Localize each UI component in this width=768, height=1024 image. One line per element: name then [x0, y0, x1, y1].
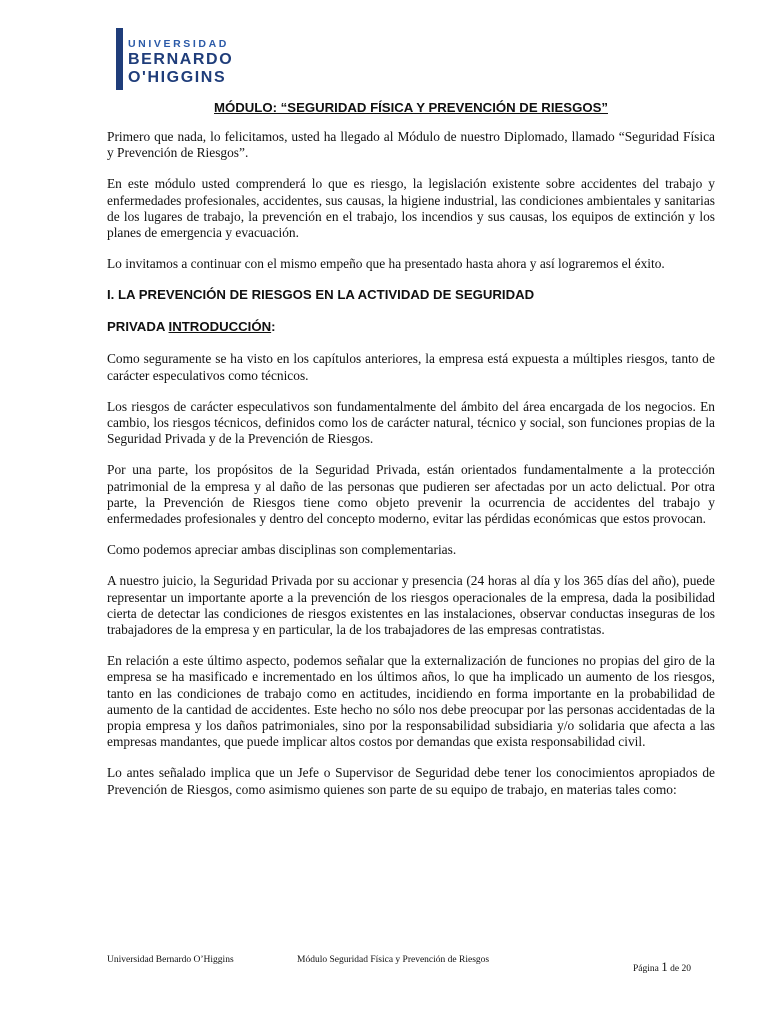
module-title: MÓDULO: “SEGURIDAD FÍSICA Y PREVENCIÓN DE RIESGOS”: [214, 100, 608, 115]
document-body: [107, 100, 715, 813]
logo-line-1: UNIVERSIDAD: [128, 38, 229, 50]
page-footer: [107, 955, 707, 975]
subheading: [107, 319, 715, 334]
logo-bar: [116, 28, 123, 90]
university-logo: [116, 28, 246, 90]
body-paragraph-6: En relación a este último aspecto, podemos señalar que la externalización de funciones no propias del giro de la empresa se ha masificado e incrementado en los últimos años, lo que ha implicado un aumento de los riesgos, tanto en las condiciones de trabajo como en actitudes, incidiendo en forma importante en la probabilidad de aumento de la cantidad de accidentes. Este hecho no sólo nos debe preocupar por las personas accidentadas de la propia empresa y los daños patrimoniales, sino por la responsabilidad subsidiaria y/o solidaria que afecta a las empresas mandantes, que puede implicar altos costos por demandas que exista responsabilidad civil.: [107, 653, 715, 750]
footer-module: Módulo Seguridad Física y Prevención de Riesgos: [297, 955, 490, 965]
subheading-suffix: :: [271, 319, 276, 335]
logo-line-2: BERNARDO: [128, 51, 234, 68]
footer-page-total: de 20: [670, 964, 691, 974]
logo-line-3: O'HIGGINS: [128, 69, 227, 86]
subheading-prefix: PRIVADA: [107, 319, 169, 335]
intro-paragraph-2: En este módulo usted comprenderá lo que es riesgo, la legislación existente sobre accidentes del trabajo y enfermedades profesionales, accidentes, sus causas, la higiene industrial, las condiciones ambientales y sanitarias de los lugares de trabajo, la prevención en el trabajo, los incendios y sus causas, los equipos de extinción y los planes de emergencia y evacuación.: [107, 176, 715, 241]
body-paragraph-1: Como seguramente se ha visto en los capítulos anteriores, la empresa está expuesta a múltiples riesgos, tanto de carácter especulativos como técnicos.: [107, 351, 715, 383]
section-heading: I. LA PREVENCIÓN DE RIESGOS EN LA ACTIVIDAD DE SEGURIDAD: [107, 287, 535, 303]
body-paragraph-2: Los riesgos de carácter especulativos son fundamentalmente del ámbito del área encargada de los negocios. En cambio, los riesgos técnicos, definidos como los de carácter natural, técnico y social, son funciones propias de la Seguridad Privada y de la Prevención de Riesgos.: [107, 398, 715, 447]
body-paragraph-3: Por una parte, los propósitos de la Seguridad Privada, están orientados fundamentalmente a la protección patrimonial de la empresa y al daño de las personas que pudieren ser afectadas por un acto delictual. Por otra parte, la Prevención de Riesgos tiene como objeto prevenir la ocurrencia de accidentes del trabajo y enfermedades profesionales y dentro del concepto moderno, evitar las pérdidas económicas que estos provocan.: [107, 462, 715, 527]
footer-page-label: Página: [633, 964, 659, 974]
body-paragraph-7: Lo antes señalado implica que un Jefe o Supervisor de Seguridad debe tener los conocimientos apropiados de Prevención de Riesgos, como asimismo quienes son parte de su equipo de trabajo, en materias tales como:: [107, 765, 715, 797]
footer-page-current: 1: [661, 959, 668, 974]
intro-paragraph-3: Lo invitamos a continuar con el mismo empeño que ha presentado hasta ahora y así lograremos el éxito.: [107, 256, 665, 272]
body-paragraph-4: Como podemos apreciar ambas disciplinas son complementarias.: [107, 542, 457, 558]
subheading-underlined: INTRODUCCIÓN: [168, 319, 272, 335]
body-paragraph-5: A nuestro juicio, la Seguridad Privada por su accionar y presencia (24 horas al día y los 365 días del año), puede representar un importante aporte a la prevención de los riesgos operacionales de la empresa, dada la posibilidad cierta de detectar las condiciones de riesgos existentes en las instalaciones, observar conductas inseguras de los trabajadores de la empresa y en particular, la de los trabajadores de las empresas contratistas.: [107, 573, 715, 638]
footer-university: Universidad Bernardo O’Higgins: [107, 955, 234, 965]
intro-paragraph-1: Primero que nada, lo felicitamos, usted ha llegado al Módulo de nuestro Diplomado, llamado “Seguridad Física y Prevención de Riesgos”.: [107, 129, 715, 161]
footer-page-number: [633, 959, 691, 975]
